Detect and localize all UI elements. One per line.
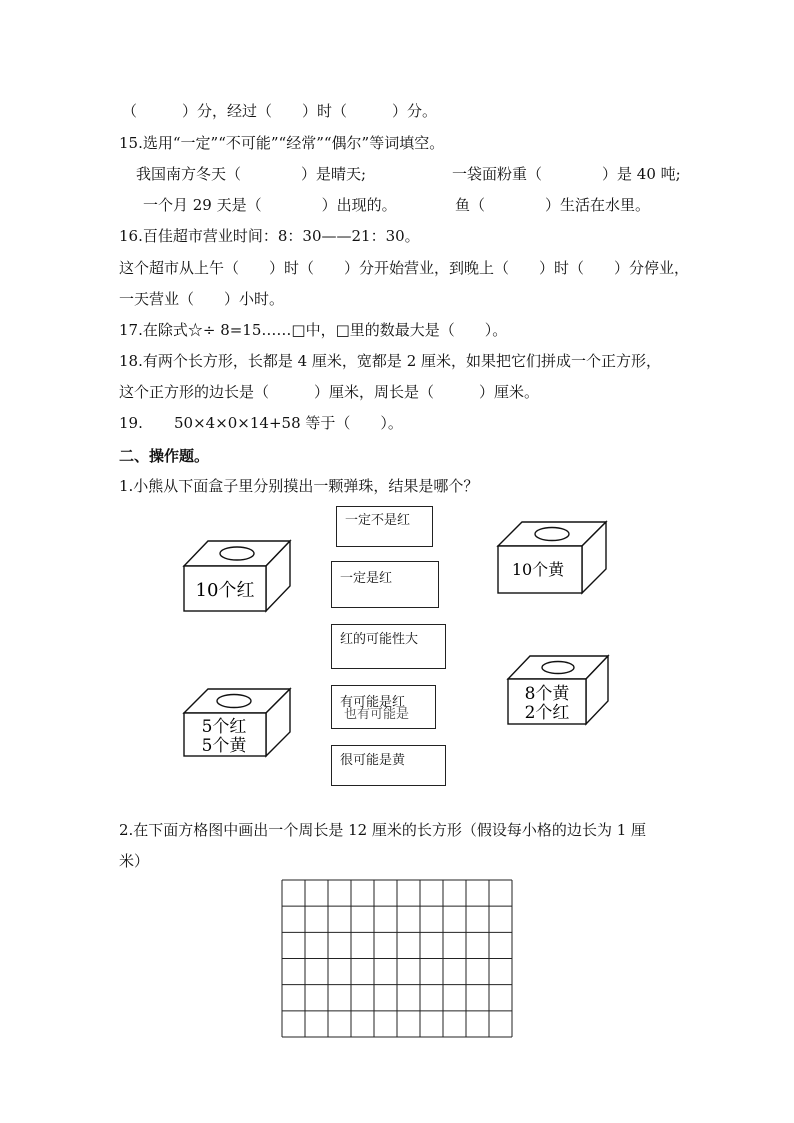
- option-possibly-red: [331, 685, 436, 729]
- marble-box-3-label-b: 5个黄: [201, 736, 247, 756]
- marble-box-2: [496, 519, 616, 599]
- marble-box-1-label: 10个红: [195, 580, 255, 601]
- option-2-text: 一定是红: [340, 571, 393, 586]
- q15-item-b: 一袋面粉重（ ）是 40 吨;: [452, 165, 681, 183]
- marble-box-4: [506, 653, 626, 733]
- option-red-more-likely: [331, 624, 446, 669]
- marble-box-3: [182, 686, 302, 766]
- q15-item-c: 一个月 29 天是（ ）出现的。: [143, 196, 397, 214]
- op2-question-a: 2.在下面方格图中画出一个周长是 12 厘米的长方形（假设每小格的边长为 1 厘: [119, 821, 647, 839]
- option-1-text: 一定不是红: [345, 513, 411, 528]
- q18-line-b: 这个正方形的边长是（ ）厘米，周长是（ ）厘米。: [119, 383, 540, 401]
- q19-number: 19.: [119, 414, 143, 432]
- q16-title: 16.百佳超市营业时间：8：30——21：30。: [119, 227, 420, 245]
- option-definitely-red: [331, 561, 439, 608]
- marble-box-3-label-a: 5个红: [201, 717, 247, 737]
- q15-item-d: 鱼（ ）生活在水里。: [455, 196, 651, 214]
- q15-item-a: 我国南方冬天（ ）是晴天;: [136, 165, 367, 183]
- q16-line-a: 这个超市从上午（ ）时（ ）分开始营业，到晚上（ ）时（ ）分停业，: [119, 259, 690, 277]
- op2-question-b: 米）: [119, 852, 150, 870]
- option-very-likely-yellow: [331, 745, 446, 786]
- option-5-text: 很可能是黄: [340, 753, 406, 768]
- q17: 17.在除式☆÷ 8=15……□中，□里的数最大是（ ）。: [119, 321, 508, 339]
- section-2-heading: 二、操作题。: [119, 447, 210, 465]
- square-grid: [281, 879, 513, 1038]
- marble-box-4-label-b: 2个红: [524, 703, 570, 723]
- marble-box-4-label-a: 8个黄: [524, 684, 570, 704]
- op1-question: 1.小熊从下面盒子里分别摸出一颗弹珠，结果是哪个？: [119, 477, 479, 495]
- q19: 50×4×0×14+58 等于（ ）。: [174, 414, 403, 432]
- marble-box-1: [182, 538, 302, 618]
- q14-continuation: （ ）分，经过（ ）时（ ）分。: [122, 102, 438, 120]
- marble-box-2-label: 10个黄: [511, 560, 565, 579]
- option-3-text: 红的可能性大: [340, 632, 419, 647]
- option-4-clipped-text: 也有可能是: [344, 707, 410, 722]
- q18-line-a: 18.有两个长方形，长都是 4 厘米，宽都是 2 厘米，如果把它们拼成一个正方形，: [119, 352, 662, 370]
- option-definitely-not-red: [336, 506, 433, 547]
- q15-title: 15.选用“一定”“不可能”“经常”“偶尔”等词填空。: [119, 134, 445, 152]
- q16-line-b: 一天营业（ ）小时。: [119, 290, 285, 308]
- option-4-text: 有可能是红: [340, 695, 406, 710]
